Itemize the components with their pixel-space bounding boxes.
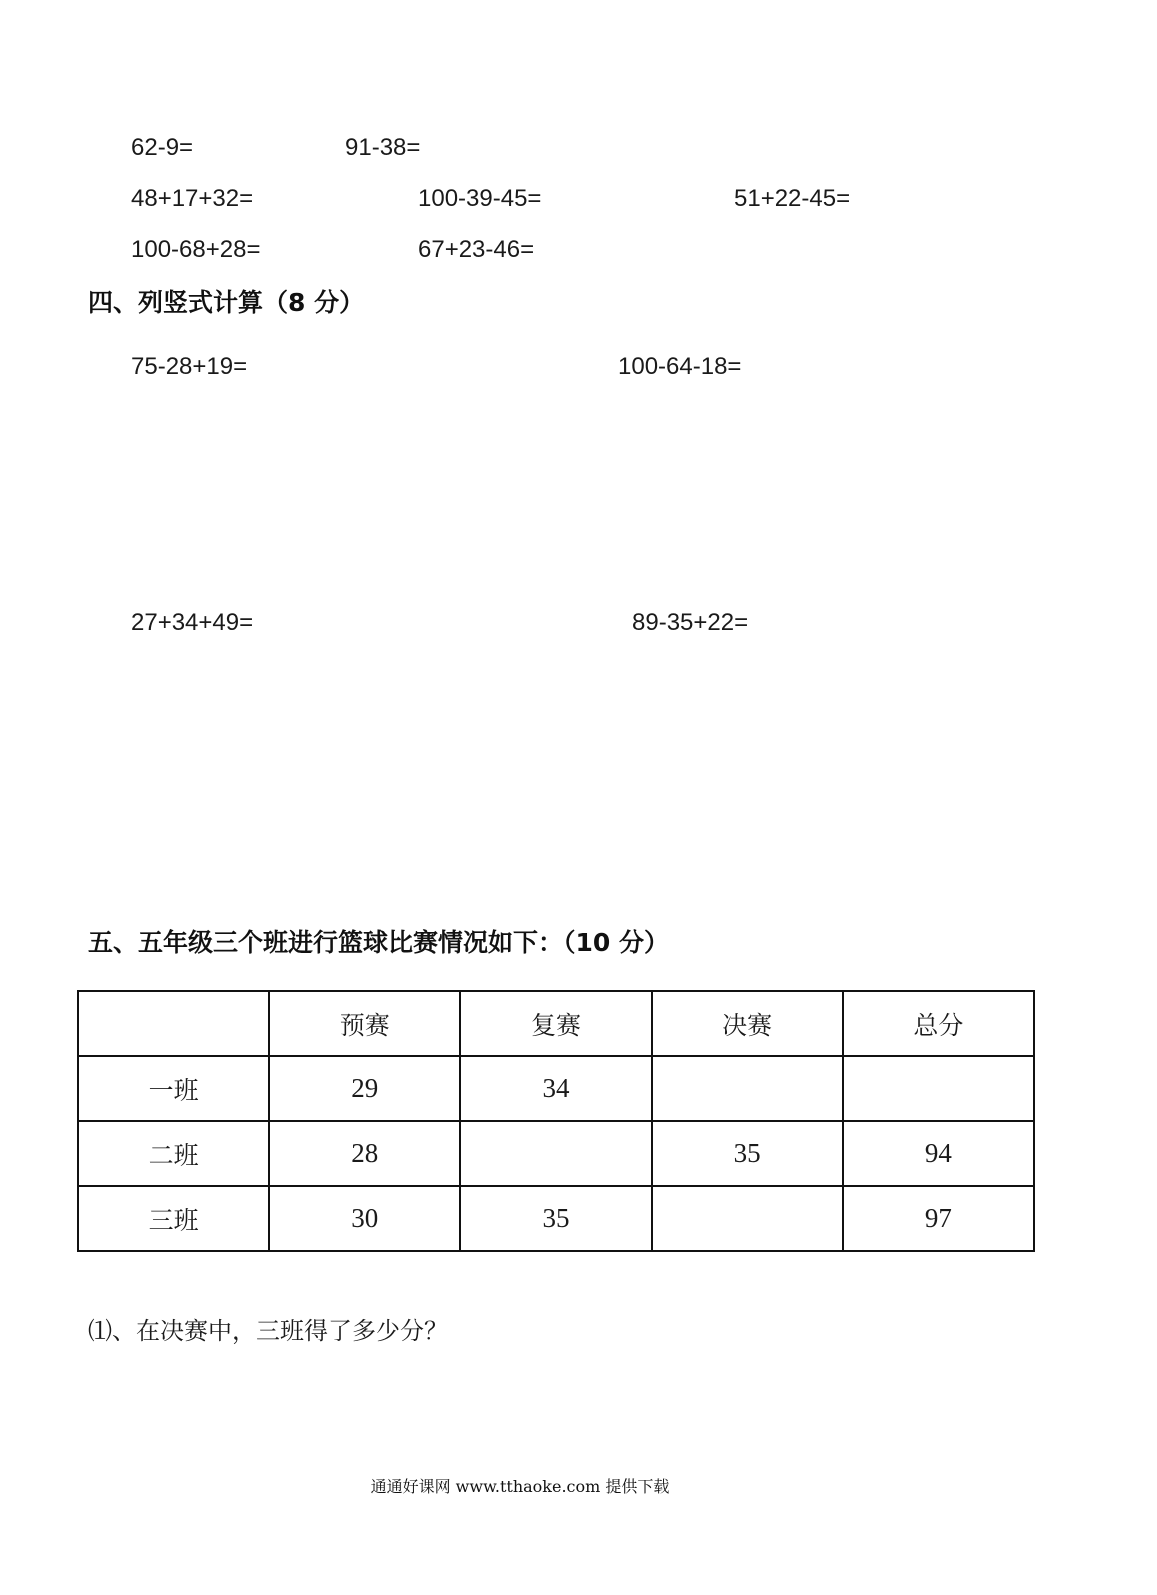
- header-cell-final: 决赛: [652, 991, 843, 1056]
- cell-class-1-semifinal: 34: [460, 1056, 651, 1121]
- vertical-problem-2: 100-64-18=: [618, 353, 742, 380]
- table-header-row: [78, 991, 1034, 1056]
- footer-source-credit: 通通好课网 www.tthaoke.com 提供下载: [370, 1477, 670, 1496]
- problem-48-17-32: 48+17+32=: [131, 185, 254, 212]
- row-label-class-3: 三班: [78, 1186, 269, 1251]
- section-4-heading: 四、列竖式计算（8 分）: [88, 288, 365, 317]
- header-cell-preliminary: 预赛: [269, 991, 460, 1056]
- header-cell-semifinal: 复赛: [460, 991, 651, 1056]
- header-cell-empty: [78, 991, 269, 1056]
- cell-class-2-total: 94: [843, 1121, 1034, 1186]
- table-row: [78, 1121, 1034, 1186]
- cell-class-1-total: [843, 1056, 1034, 1121]
- row-label-class-1: 一班: [78, 1056, 269, 1121]
- problem-100-68-28: 100-68+28=: [131, 236, 261, 263]
- vertical-problem-3: 27+34+49=: [131, 609, 254, 636]
- vertical-problem-1: 75-28+19=: [131, 353, 248, 380]
- problem-100-39-45: 100-39-45=: [418, 185, 542, 212]
- table-row: [78, 1186, 1034, 1251]
- problem-91-38: 91-38=: [345, 134, 421, 161]
- section-5-heading: 五、五年级三个班进行篮球比赛情况如下：（10 分）: [88, 928, 669, 957]
- cell-class-2-preliminary: 28: [269, 1121, 460, 1186]
- cell-class-2-final: 35: [652, 1121, 843, 1186]
- cell-class-1-final: [652, 1056, 843, 1121]
- cell-class-3-final: [652, 1186, 843, 1251]
- problem-51-22-45: 51+22-45=: [734, 185, 851, 212]
- question-1: ⑴、在决赛中，三班得了多少分？: [88, 1317, 448, 1345]
- row-label-class-2: 二班: [78, 1121, 269, 1186]
- vertical-problem-4: 89-35+22=: [632, 609, 749, 636]
- cell-class-3-semifinal: 35: [460, 1186, 651, 1251]
- cell-class-3-preliminary: 30: [269, 1186, 460, 1251]
- basketball-score-table: [77, 990, 1035, 1252]
- problem-67-23-46: 67+23-46=: [418, 236, 535, 263]
- header-cell-total: 总分: [843, 991, 1034, 1056]
- problem-62-9: 62-9=: [131, 134, 194, 161]
- cell-class-3-total: 97: [843, 1186, 1034, 1251]
- cell-class-2-semifinal: [460, 1121, 651, 1186]
- table-row: [78, 1056, 1034, 1121]
- cell-class-1-preliminary: 29: [269, 1056, 460, 1121]
